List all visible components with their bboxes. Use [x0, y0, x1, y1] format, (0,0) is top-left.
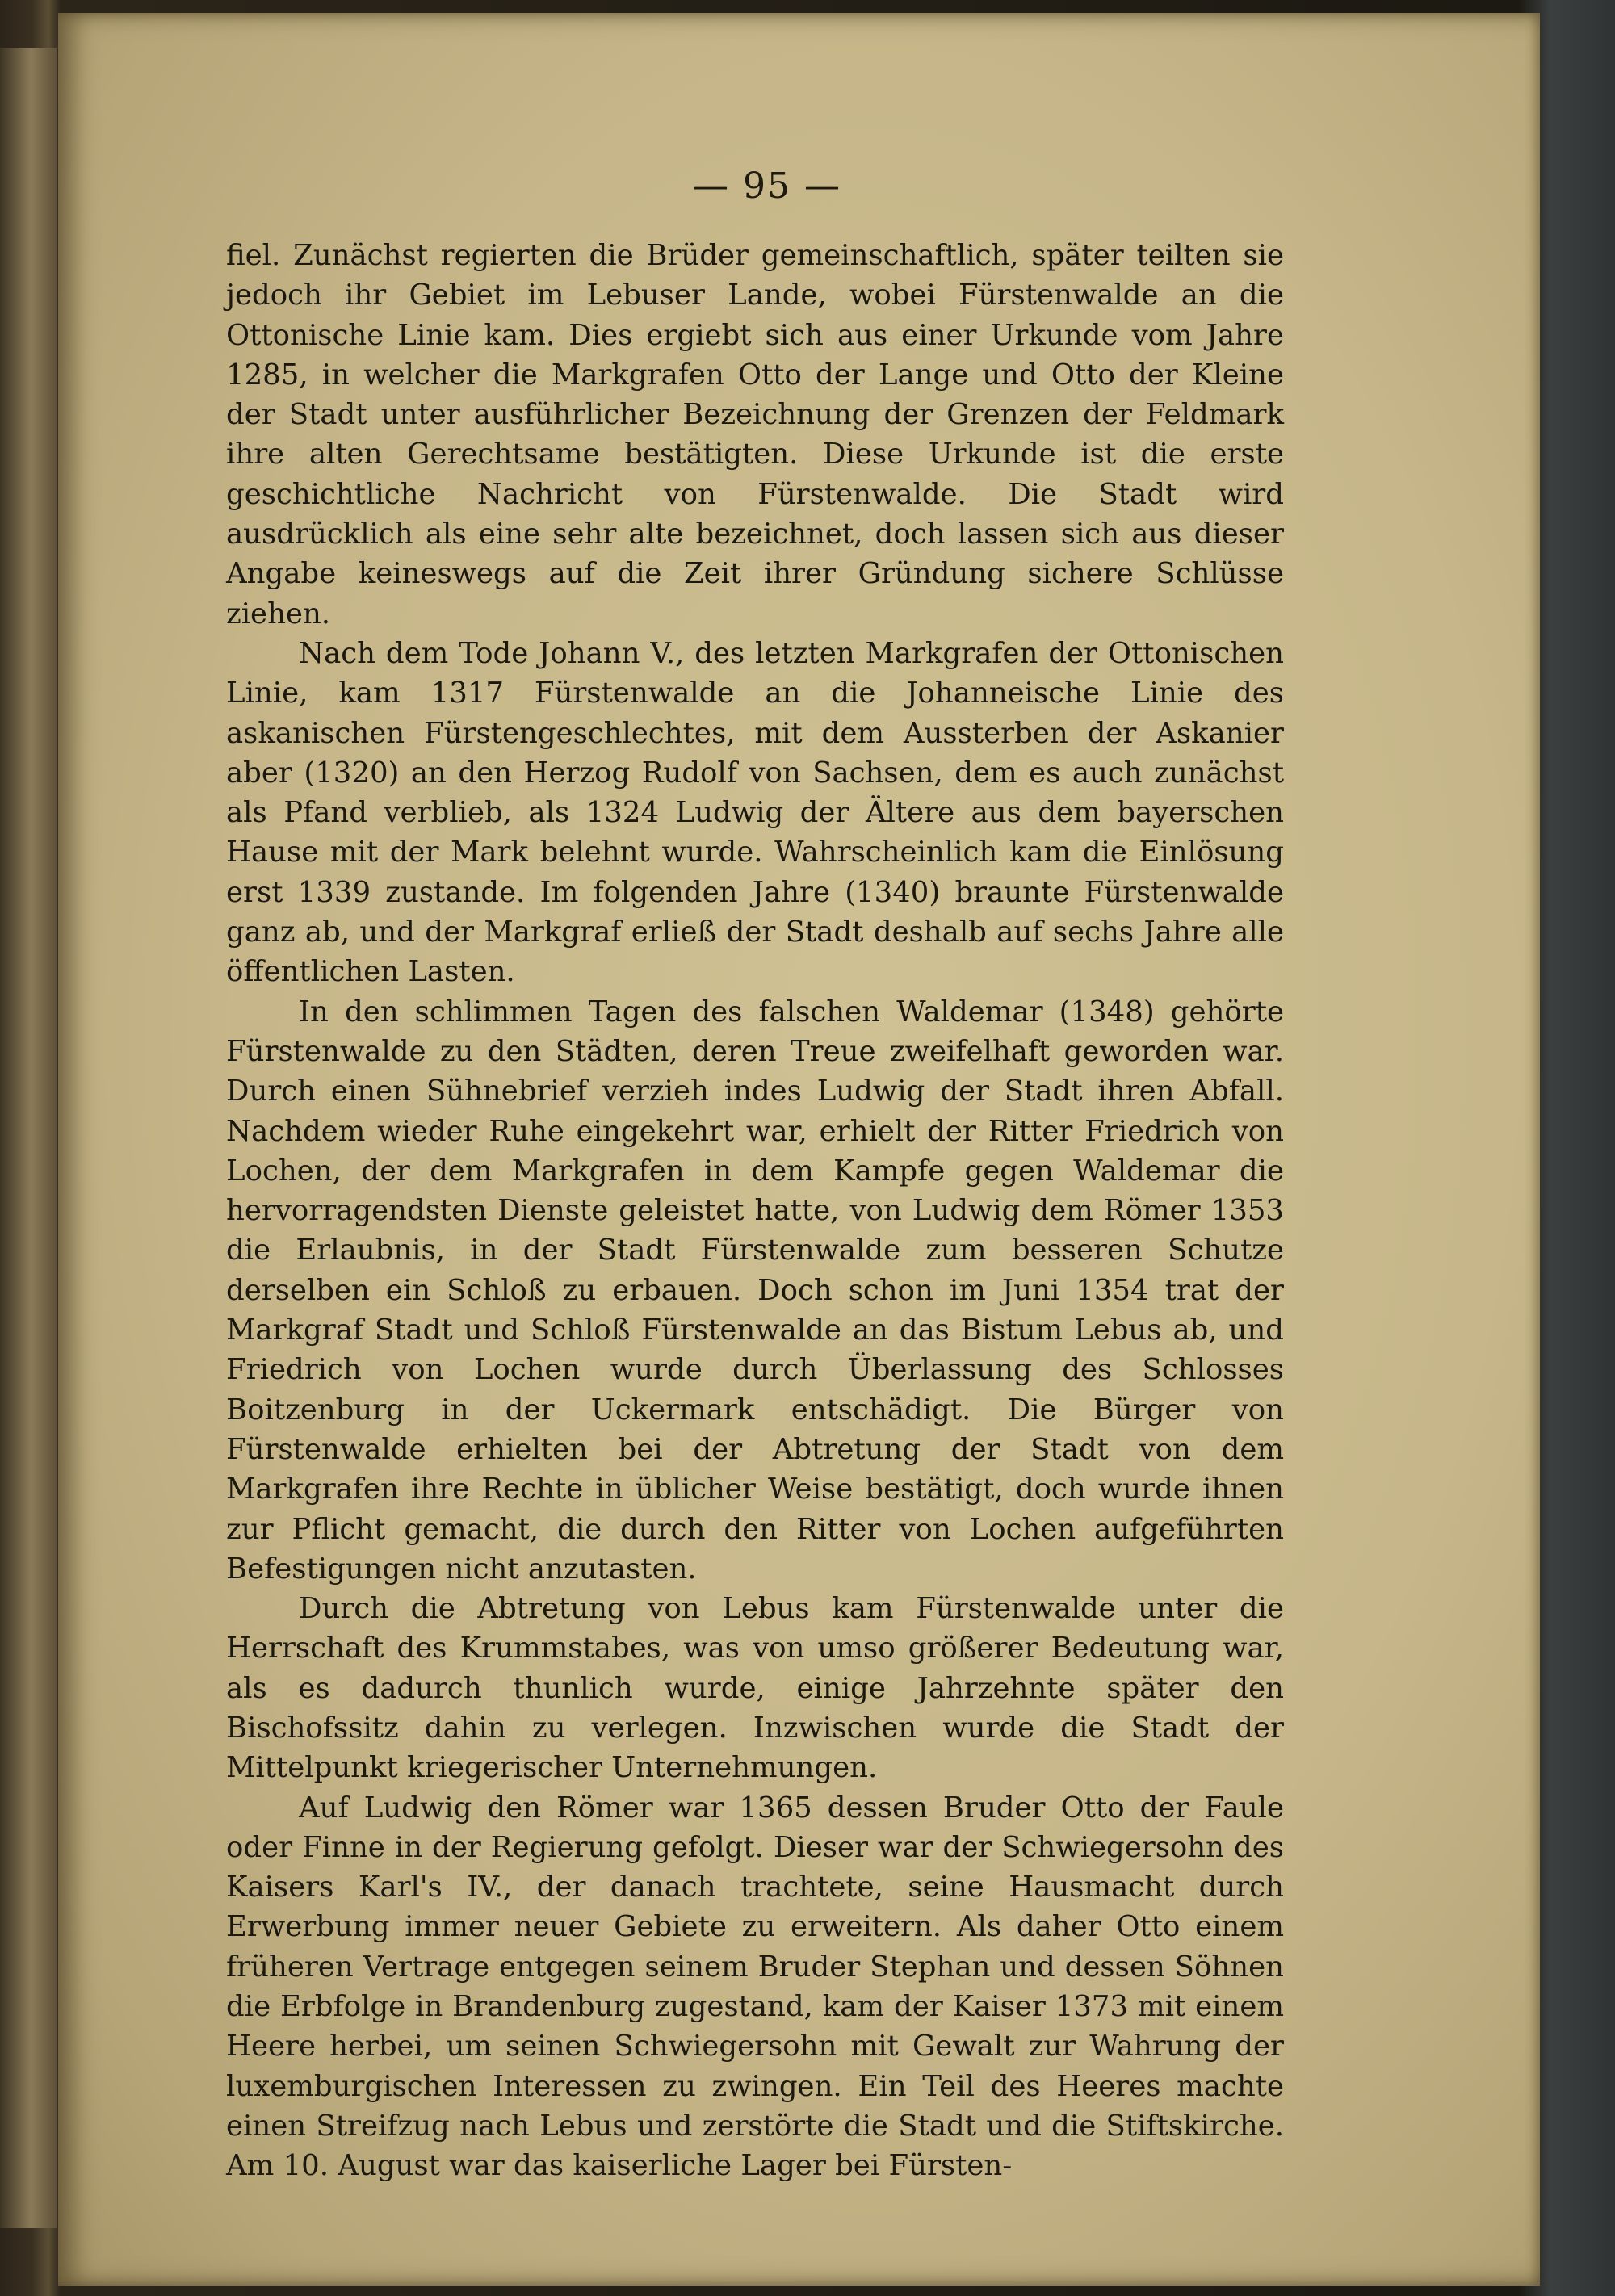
body-text — [226, 236, 1284, 2186]
paragraph: In den schlimmen Tagen des falschen Waldemar (1348) gehörte Fürstenwalde zu den Städten, deren Treue zweifelhaft geworden war. Durch einen Sühnebrief verzieh indes Ludwig der Stadt ihren Abfall. Nachdem wieder Ruhe eingekehrt war, erhielt der Ritter Friedrich von Lochen, der dem Markgrafen in dem Kampfe gegen Waldemar die hervorragendsten Dienste geleistet hatte, von Ludwig dem Römer 1353 die Erlaubnis, in der Stadt Fürstenwalde zum besseren Schutze derselben ein Schloß zu erbauen. Doch schon im Juni 1354 trat der Markgraf Stadt und Schloß Fürstenwalde an das Bistum Lebus ab, und Friedrich von Lochen wurde durch Überlassung des Schlosses Boitzenburg in der Uckermark entschädigt. Die Bürger von Fürstenwalde erhielten bei der Abtretung der Stadt von dem Markgrafen ihre Rechte in üblicher Weise bestätigt, doch wurde ihnen zur Pflicht gemacht, die durch den Ritter von Lochen aufgeführten Befestigungen nicht anzutasten. — [226, 995, 1284, 1586]
paragraph: Nach dem Tode Johann V., des letzten Markgrafen der Ottonischen Linie, kam 1317 Fürstenwalde an die Johanneische Linie des askanischen Fürstengeschlechtes, mit dem Aussterben der Askanier aber (1320) an den Herzog Rudolf von Sachsen, dem es auch zunächst als Pfand verblieb, als 1324 Ludwig der Ältere aus dem bayerschen Hause mit der Mark belehnt wurde. Wahrscheinlich kam die Einlösung erst 1339 zustande. Im folgenden Jahre (1340) braunte Fürstenwalde ganz ab, und der Markgraf erließ der Stadt deshalb auf sechs Jahre alle öffentlichen Lasten. — [226, 636, 1284, 989]
paragraph: Auf Ludwig den Römer war 1365 dessen Bruder Otto der Faule oder Finne in der Regierung gefolgt. Dieser war der Schwiegersohn des Kaisers Karl's IV., der danach trachtete, seine Hausmacht durch Erwerbung immer neuer Gebiete zu erweitern. Als daher Otto einem früheren Vertrage entgegen seinem Bruder Stephan und dessen Söhnen die Erbfolge in Brandenburg zugestand, kam der Kaiser 1373 mit einem Heere herbei, um seinen Schwiegersohn mit Gewalt zur Wahrung der luxemburgischen Interessen zu zwingen. Ein Teil des Heeres machte einen Streifzug nach Lebus und zerstörte die Stadt und die Stiftskirche. Am 10. August war das kaiserliche Lager bei Fürsten- — [226, 1791, 1284, 2183]
facing-page-edge — [0, 48, 57, 2228]
page-number: — 95 — — [693, 165, 841, 207]
paragraph: fiel. Zunächst regierten die Brüder gemeinschaftlich, später teilten sie jedoch ihr Gebiet im Lebuser Lande, wobei Fürstenwalde an die Ottonische Linie kam. Dies ergiebt sich aus einer Urkunde vom Jahre 1285, in welcher die Markgrafen Otto der Lange und Otto der Kleine der Stadt unter ausführlicher Bezeichnung der Grenzen der Feldmark ihre alten Gerechtsame bestätigten. Diese Urkunde ist die erste geschichtliche Nachricht von Fürstenwalde. Die Stadt wird ausdrücklich als eine sehr alte bezeichnet, doch lassen sich aus dieser Angabe keineswegs auf die Zeit ihrer Gründung sichere Schlüsse ziehen. — [226, 239, 1284, 631]
paragraph: Durch die Abtretung von Lebus kam Fürstenwalde unter die Herrschaft des Krummstabes, was von umso größerer Bedeutung war, als es dadurch thunlich wurde, einige Jahrzehnte später den Bischofssitz dahin zu verlegen. Inzwischen wurde die Stadt der Mittelpunkt kriegerischer Unternehmungen. — [226, 1592, 1284, 1785]
